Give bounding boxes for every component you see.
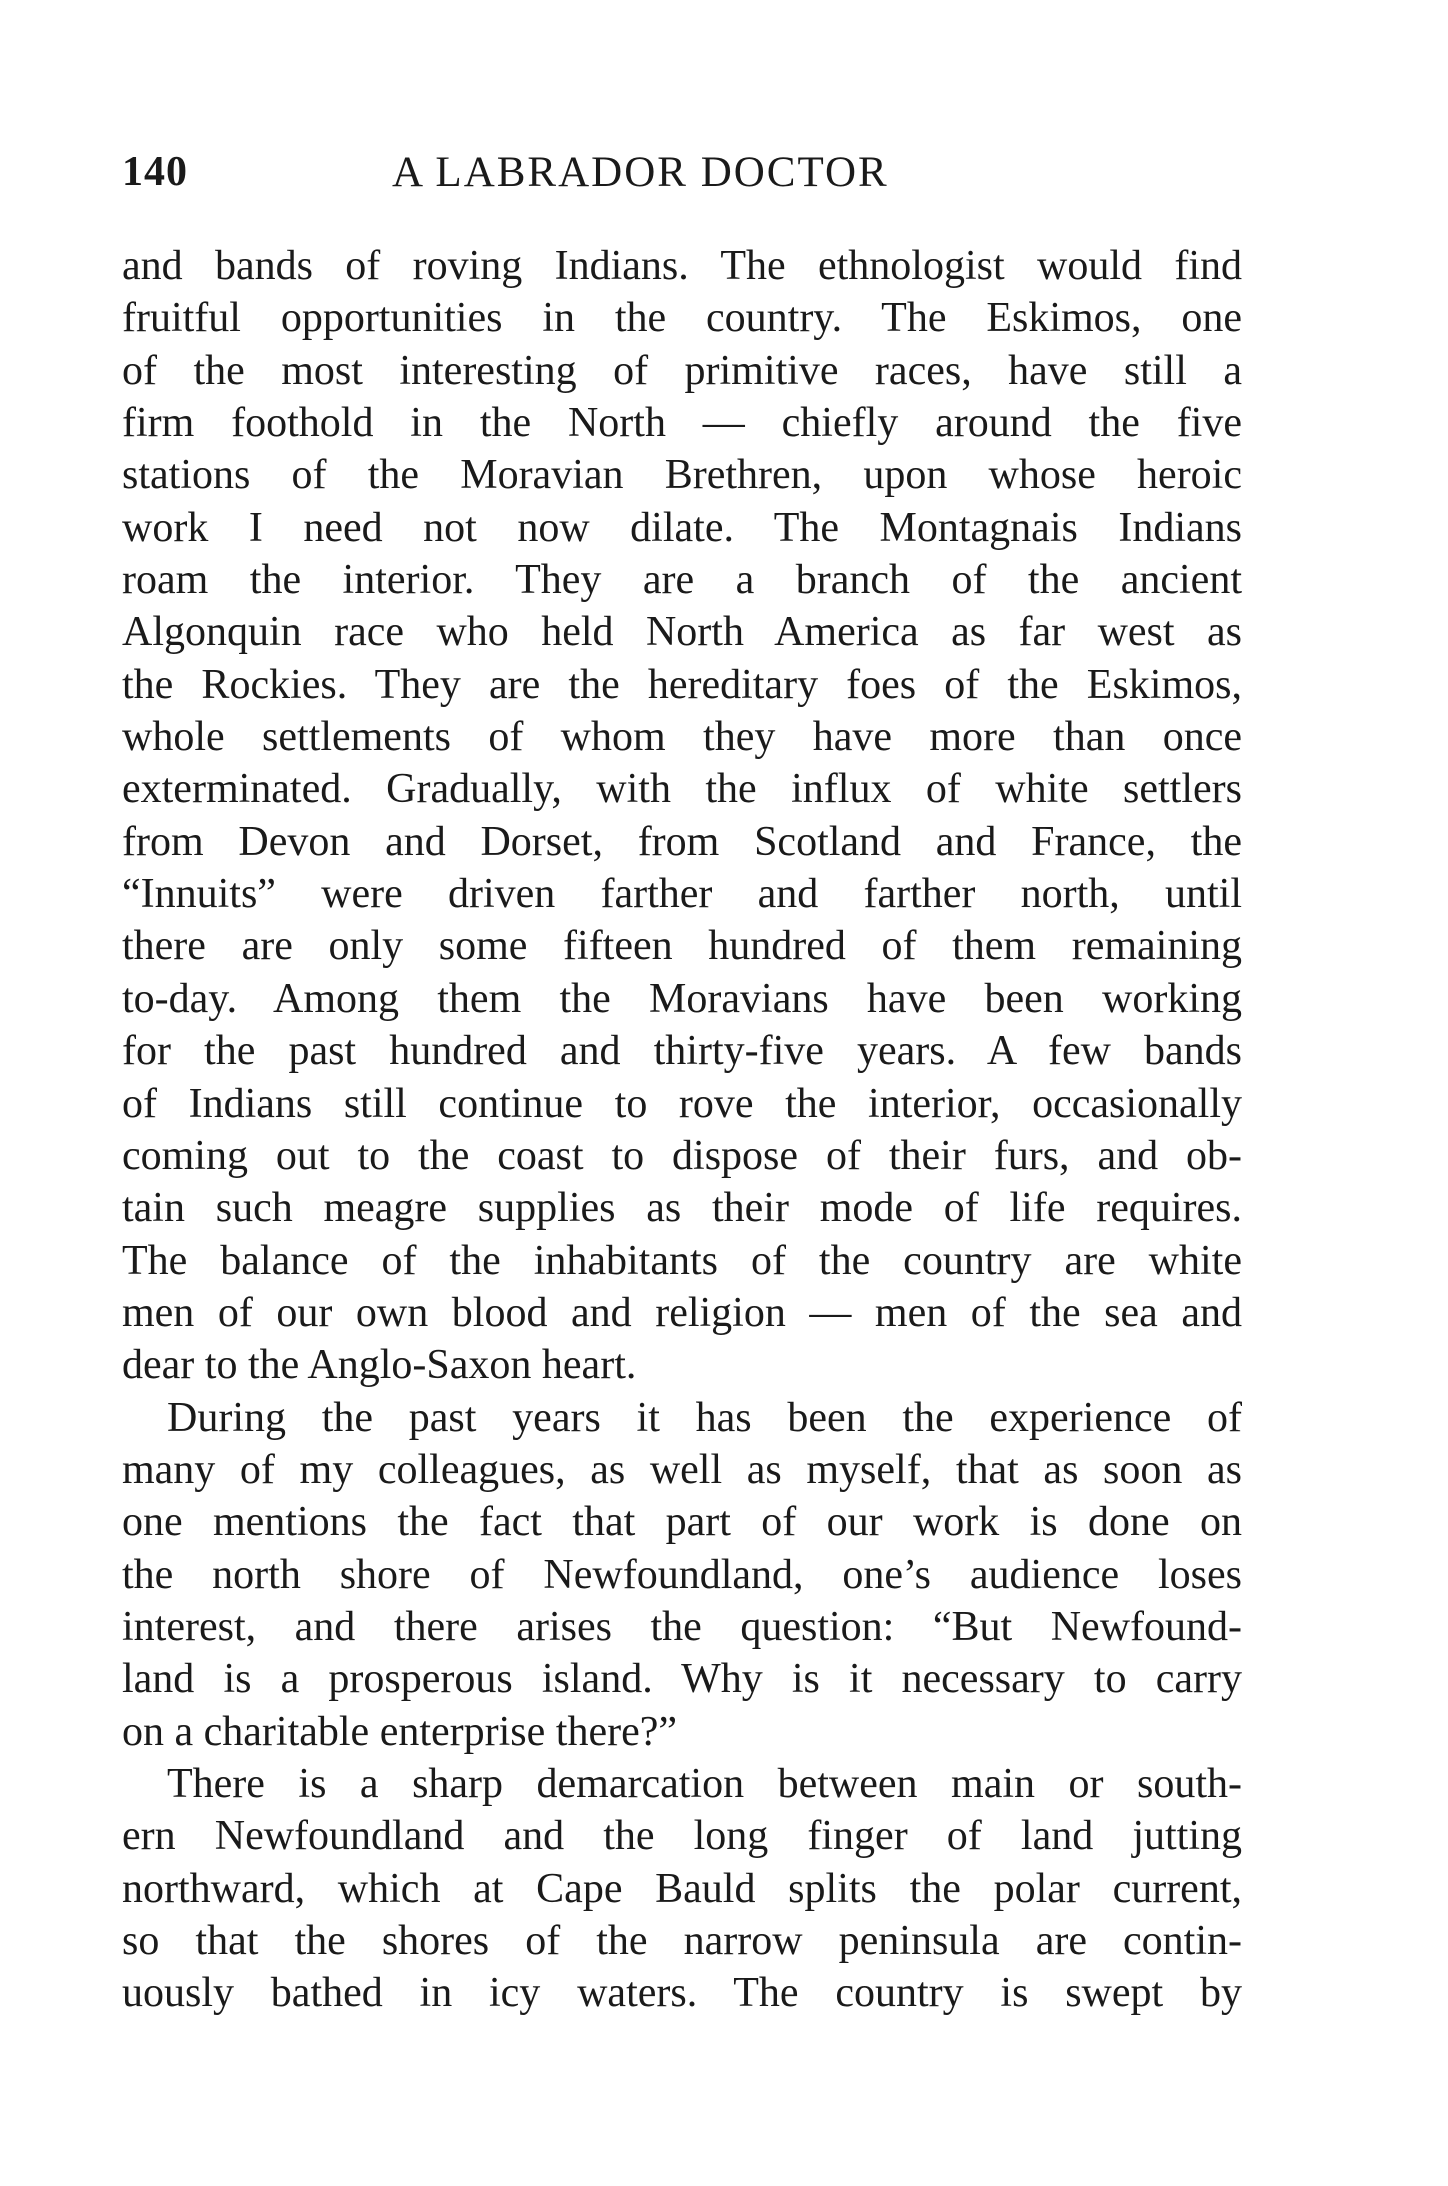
text-line: roam the interior. They are a branch of the ancient — [122, 557, 1242, 604]
text-line: firm foothold in the North — chiefly around the five — [122, 400, 1242, 447]
text-line: fruitful opportunities in the country. The Eskimos, one — [122, 295, 1242, 342]
text-line: many of my colleagues, as well as myself, that as soon as — [122, 1446, 1242, 1493]
text-line: the north shore of Newfoundland, one’s audience loses — [122, 1551, 1242, 1598]
text-line: There is a sharp demarcation between main or south- — [167, 1760, 1242, 1807]
text-line: Algonquin race who held North America as far west as — [122, 609, 1242, 656]
text-line: on a charitable enterprise there?” — [122, 1708, 678, 1755]
text-line: “Innuits” were driven farther and farther north, until — [122, 871, 1242, 918]
text-line: so that the shores of the narrow peninsula are contin- — [122, 1918, 1242, 1964]
text-line: northward, which at Cape Bauld splits the polar current, — [122, 1865, 1242, 1912]
text-line: the Rockies. They are the hereditary foes of the Eskimos, — [122, 661, 1242, 708]
text-line: interest, and there arises the question: “But Newfound- — [122, 1603, 1242, 1650]
text-line: of Indians still continue to rove the interior, occasionally — [122, 1080, 1242, 1127]
text-line: uously bathed in icy waters. The country is swept by — [122, 1970, 1242, 2017]
text-line: coming out to the coast to dispose of their furs, and ob- — [122, 1132, 1242, 1179]
running-title: A LABRADOR DOCTOR — [392, 149, 889, 196]
text-line: one mentions the fact that part of our work is done on — [122, 1499, 1242, 1546]
text-line: from Devon and Dorset, from Scotland and France, the — [122, 818, 1242, 865]
text-line: there are only some fifteen hundred of them remaining — [122, 923, 1242, 970]
text-line: tain such meagre supplies as their mode of life requires. — [122, 1185, 1242, 1232]
text-line: dear to the Anglo-Saxon heart. — [122, 1342, 637, 1389]
text-line: of the most interesting of primitive races, have still a — [122, 347, 1242, 394]
text-line: exterminated. Gradually, with the influx of white settlers — [122, 766, 1242, 813]
text-line: for the past hundred and thirty-five years. A few bands — [122, 1028, 1242, 1075]
body-text — [122, 240, 1242, 2020]
text-line: and bands of roving Indians. The ethnologist would find — [122, 243, 1242, 289]
text-line: whole settlements of whom they have more than once — [122, 714, 1242, 761]
running-head — [122, 148, 1242, 208]
text-line: During the past years it has been the experience of — [167, 1394, 1242, 1441]
text-line: to-day. Among them the Moravians have been working — [122, 975, 1242, 1022]
text-line: The balance of the inhabitants of the country are white — [122, 1237, 1242, 1284]
text-line: work I need not now dilate. The Montagnais Indians — [122, 504, 1242, 551]
text-line: ern Newfoundland and the long finger of land jutting — [122, 1813, 1242, 1860]
page-number: 140 — [122, 149, 188, 195]
text-line: stations of the Moravian Brethren, upon whose heroic — [122, 452, 1242, 499]
text-line: men of our own blood and religion — men of the sea and — [122, 1289, 1242, 1336]
text-line: land is a prosperous island. Why is it necessary to carry — [122, 1656, 1242, 1703]
